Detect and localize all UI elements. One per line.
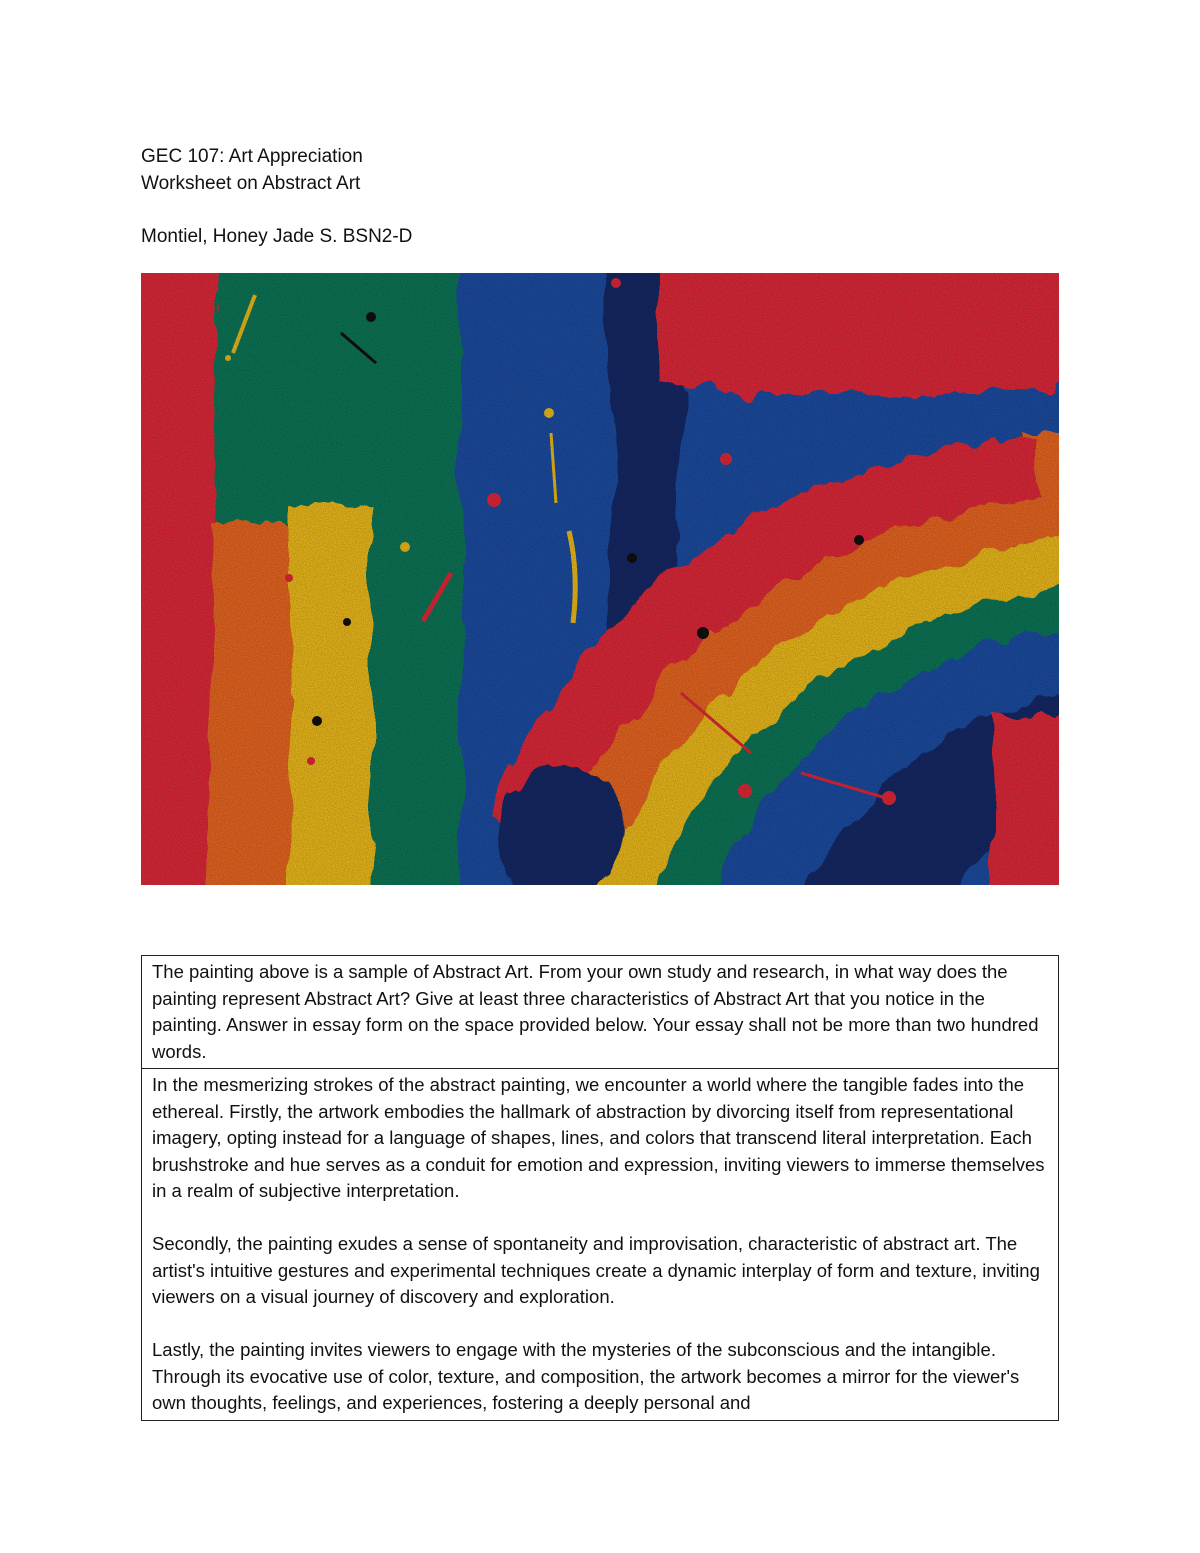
- worksheet-title: Worksheet on Abstract Art: [141, 173, 361, 194]
- question-answer-table: [141, 955, 1059, 1421]
- question-cell: The painting above is a sample of Abstract Art. From your own study and research, in what way does the painting represent Abstract Art? Give at least three characteristics of Abstract Art that you notice in the painting. Answer in essay form on the space provided below. Your essay shall not be more than two hundred words.: [142, 956, 1059, 1069]
- answer-cell: [142, 1069, 1059, 1421]
- answer-paragraph-1: In the mesmerizing strokes of the abstract painting, we encounter a world where the tangible fades into the ethereal. Firstly, the artwork embodies the hallmark of abstraction by divorcing itself from representational imagery, opting instead for a language of shapes, lines, and colors that transcend literal interpretation. Each brushstroke and hue serves as a conduit for emotion and expression, inviting viewers to immerse themselves in a realm of subjective interpretation.: [152, 1074, 1045, 1201]
- student-name: Montiel, Honey Jade S. BSN2-D: [141, 226, 413, 247]
- answer-row: [142, 1069, 1059, 1421]
- answer-paragraph-3: Lastly, the painting invites viewers to engage with the mysteries of the subconscious and the intangible. Through its evocative use of color, texture, and composition, the artwork becomes a mirror for the viewer's own thoughts, feelings, and experiences, fostering a deeply personal and: [152, 1339, 1020, 1413]
- course-title: GEC 107: Art Appreciation: [141, 146, 363, 167]
- abstract-painting: [141, 273, 1059, 885]
- question-row: [142, 956, 1059, 1069]
- answer-paragraph-2: Secondly, the painting exudes a sense of spontaneity and improvisation, characteristic of abstract art. The artist's intuitive gestures and experimental techniques create a dynamic interplay of form and texture, inviting viewers on a visual journey of discovery and exploration.: [152, 1233, 1040, 1307]
- document-header: [141, 143, 412, 250]
